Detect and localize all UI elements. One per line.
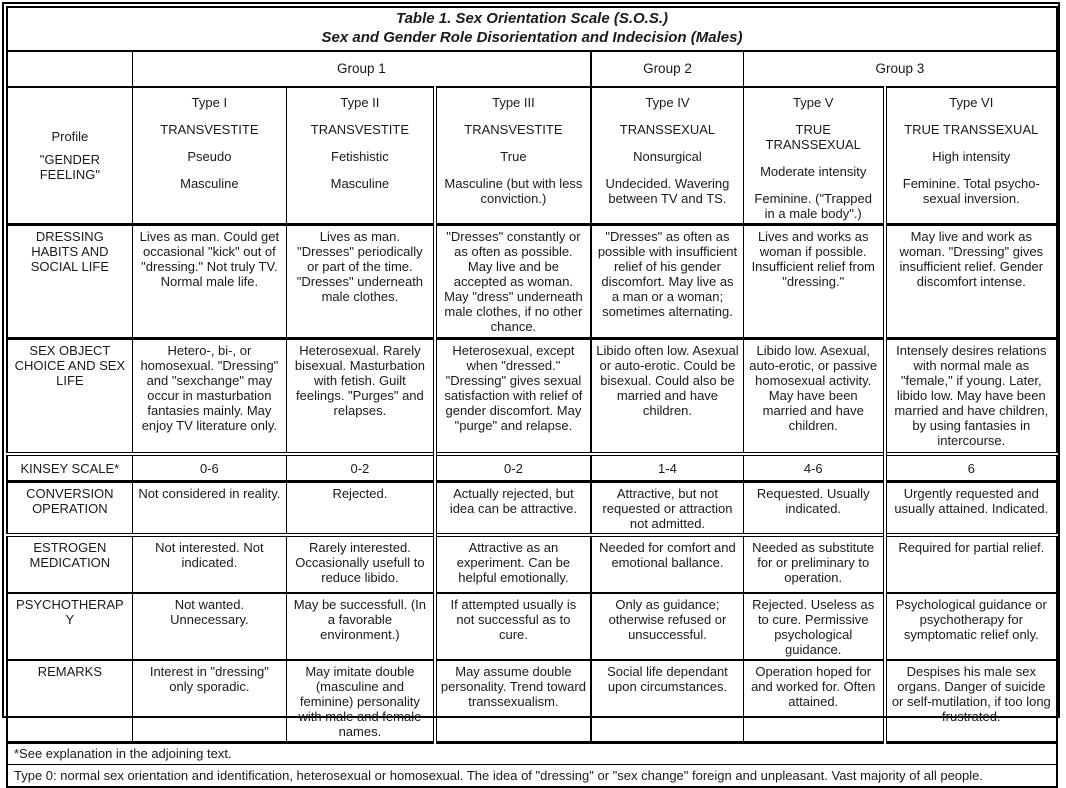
type-heading: Type I [191,94,228,110]
group-3-header: Group 3 [743,51,1057,87]
type-heading: Type III [492,94,535,110]
group-2-header: Group 2 [591,51,743,87]
profile-label-line1: Profile [51,129,89,145]
cell-kinsey-type4: 1-4 [591,454,743,481]
sos-table [6,6,1058,788]
type-feeling: Masculine [180,175,239,191]
footnote-row-2 [7,764,1057,787]
cell-dressing-type3: "Dresses" constantly or as often as possible. May live and be accepted as woman. May "dress" underneath male clothes, if no other chance. [435,224,591,338]
type-intensity: True [500,148,527,164]
cell-psychotherapy-type2: May be successfull. (In a favorable environment.) [287,593,435,660]
group-header-row [7,51,1057,87]
cell-dressing-type6: May live and work as woman. "Dressing" gives insufficient relief. Gender discomfort intense. [885,224,1057,338]
cell-estrogen-type4: Needed for comfort and emotional ballance. [591,535,743,593]
cell-psychotherapy-type4: Only as guidance; otherwise refused or unsuccessful. [591,593,743,660]
type-category: TRUE TRANSSEXUAL [904,121,1039,137]
footnote-asterisk: *See explanation in the adjoining text. [7,743,1057,764]
row-label: REMARKS [7,660,132,743]
row-label: DRESSING HABITS AND SOCIAL LIFE [7,224,132,338]
document-outer-frame [2,2,1060,783]
type-heading: Type II [340,94,380,110]
type-category: TRANSVESTITE [464,121,563,137]
footnote-type0: Type 0: normal sex orientation and identification, heterosexual or homosexual. The idea of "dressing" or "sex change" foreign and unpleasant. Vast majority of all people. [7,764,1057,787]
cell-sexobj-type2: Heterosexual. Rarely bisexual. Masturbation with fetish. Guilt feelings. "Purges" and relapses. [287,338,435,454]
cell-kinsey-type5: 4-6 [743,454,884,481]
cell-psychotherapy-type1: Not wanted. Unnecessary. [132,593,286,660]
cell-remarks-type4: Social life dependant upon circumstances. [591,660,743,743]
cell-conversion-type4: Attractive, but not requested or attraction not admitted. [591,481,743,535]
cell-sexobj-type1: Hetero-, bi-, or homosexual. "Dressing" and "sexchange" may occur in masturbation fantasies mainly. May enjoy TV literature only. [132,338,286,454]
row-label: ESTROGEN MEDICATION [7,535,132,593]
profile-cell-type5 [743,87,884,225]
cell-dressing-type4: "Dresses" as often as possible with insufficient relief of his gender discomfort. May live as a man or a woman; sometimes alternating. [591,224,743,338]
profile-label-line2: "GENDER FEELING" [39,152,100,183]
type-intensity: Pseudo [187,148,232,164]
cell-remarks-type1: Interest in "dressing" only sporadic. [132,660,286,743]
cell-sexobj-type5: Libido low. Asexual, auto-erotic, or passive homosexual activity. May have been married and have children. [743,338,884,454]
cell-kinsey-type6: 6 [885,454,1057,481]
profile-cell-type6 [885,87,1057,225]
type-feeling: Masculine (but with less conviction.) [444,175,583,206]
cell-conversion-type1: Not considered in reality. [132,481,286,535]
cell-conversion-type2: Rejected. [287,481,435,535]
type-category: TRUE TRANSSEXUAL [765,121,861,152]
footnote-row-1 [7,743,1057,764]
type-category: TRANSSEXUAL [619,121,716,137]
cell-remarks-type5: Operation hoped for and worked for. Often attained. [743,660,884,743]
cell-estrogen-type1: Not interested. Not indicated. [132,535,286,593]
profile-cell-type2 [287,87,435,225]
type-feeling: Masculine [330,175,390,191]
row-estrogen-medication [7,535,1057,593]
title-row [7,7,1057,51]
cell-remarks-type3: May assume double personality. Trend toward transsexualism. [435,660,591,743]
cell-estrogen-type5: Needed as substitute for or preliminary to operation. [743,535,884,593]
corner-cell [7,51,132,87]
type-intensity: High intensity [932,148,1011,164]
profile-cell-type1 [132,87,286,225]
row-remarks [7,660,1057,743]
cell-psychotherapy-type3: If attempted usually is not successful as to cure. [435,593,591,660]
type-category: TRANSVESTITE [310,121,410,137]
cell-kinsey-type1: 0-6 [132,454,286,481]
cell-estrogen-type6: Required for partial relief. [885,535,1057,593]
cell-kinsey-type3: 0-2 [435,454,591,481]
cell-psychotherapy-type6: Psychological guidance or psychotherapy for symptomatic relief only. [885,593,1057,660]
cell-dressing-type1: Lives as man. Could get occasional "kick" out of "dressing." Not truly TV. Normal male life. [132,224,286,338]
table-title-line2: Sex and Gender Role Disorientation and Indecision (Males) [321,28,743,46]
cell-psychotherapy-type5: Rejected. Useless as to cure. Permissive psychological guidance. [743,593,884,660]
table-title-line1: Table 1. Sex Orientation Scale (S.O.S.) [395,10,669,27]
cell-conversion-type5: Requested. Usually indicated. [743,481,884,535]
type-feeling: Feminine. ("Trapped in a male body".) [754,190,872,221]
group-1-header: Group 1 [132,51,591,87]
row-kinsey-scale [7,454,1057,481]
type-heading: Type V [792,94,834,110]
cell-remarks-type2: May imitate double (masculine and feminine) personality with male and female names. [287,660,435,743]
type-heading: Type IV [645,94,690,110]
cell-estrogen-type3: Attractive as an experiment. Can be helpful emotionally. [435,535,591,593]
cell-estrogen-type2: Rarely interested. Occasionally usefull to reduce libido. [287,535,435,593]
row-conversion-operation [7,481,1057,535]
profile-cell-type4 [591,87,743,225]
cell-dressing-type2: Lives as man. "Dresses" periodically or part of the time. "Dresses" underneath male clothes. [287,224,435,338]
cell-conversion-type3: Actually rejected, but idea can be attractive. [435,481,591,535]
type-category: TRANSVESTITE [160,121,259,137]
row-sex-object-choice [7,338,1057,454]
cell-sexobj-type4: Libido often low. Asexual or auto-erotic. Could be bisexual. Could also be married and have children. [591,338,743,454]
cell-sexobj-type3: Heterosexual, except when "dressed." "Dressing" gives sexual satisfaction with relief of gender discomfort. May "purge" and relapse. [435,338,591,454]
type-intensity: Fetishistic [331,148,389,164]
row-dressing-habits [7,224,1057,338]
type-feeling: Undecided. Wavering between TV and TS. [605,175,730,206]
row-label: KINSEY SCALE* [7,454,132,481]
cell-kinsey-type2: 0-2 [287,454,435,481]
type-intensity: Nonsurgical [633,148,702,164]
cell-dressing-type5: Lives and works as woman if possible. Insufficient relief from "dressing." [743,224,884,338]
row-label: PSYCHOTHERAPY [7,593,132,660]
type-feeling: Feminine. Total psycho-sexual inversion. [902,175,1040,206]
profile-row [7,87,1057,225]
profile-cell-type3 [435,87,591,225]
row-label: SEX OBJECT CHOICE AND SEX LIFE [7,338,132,454]
row-label: CONVERSION OPERATION [7,481,132,535]
cell-conversion-type6: Urgently requested and usually attained. Indicated. [885,481,1057,535]
profile-row-label [7,87,132,225]
type-heading: Type VI [949,94,994,110]
type-intensity: Moderate intensity [760,163,867,179]
cell-remarks-type6: Despises his male sex organs. Danger of suicide or self-mutilation, if too long frustrated. [885,660,1057,743]
table-title [7,7,1057,51]
cell-sexobj-type6: Intensely desires relations with normal male as "female," if young. Later, libido low. May have been married and have children, by using fantasies in intercourse. [885,338,1057,454]
row-psychotherapy [7,593,1057,660]
